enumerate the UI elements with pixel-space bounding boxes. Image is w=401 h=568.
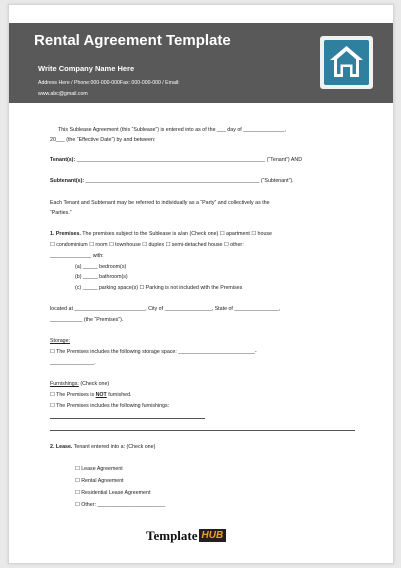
address-line: Address Here / Phone:000-000-000Fax: 000-000-000 / Email: — [38, 80, 180, 86]
tenant-label: Tenant(s): — [50, 157, 76, 163]
intro-line-2: 20___ (the “Effective Date”) by and between: — [50, 137, 156, 143]
premises-item-a: (a) _____ bedroom(s) — [75, 264, 127, 270]
company-logo — [320, 36, 373, 89]
lease-option: ☐ Rental Agreement — [75, 478, 124, 484]
furnishings-line — [50, 381, 109, 388]
furnishings-option-1: ☐ The Premises is NOT furnished. — [50, 392, 132, 398]
intro-line-1: This Sublease Agreement (this “Sublease”) is entered into as of the ___ day of ______________, — [58, 127, 286, 133]
located-line-1: located at ________________________, City of ________________, State of _______________, — [50, 306, 281, 312]
storage-line-2: _______________. — [50, 360, 96, 366]
tenant-blank: ________________________________________________________________ (“Tenant”) AND — [75, 157, 303, 163]
subtenant-blank: ___________________________________________________________ (“Subtenant”). — [84, 178, 294, 184]
party-line-2: “Parties.” — [50, 210, 72, 216]
premises-line-1 — [50, 231, 272, 238]
subtenant-label: Subtenant(s): — [50, 178, 85, 184]
not-emphasis: NOT — [95, 392, 107, 398]
furnishings-heading: Furnishings: — [50, 381, 79, 387]
lease-option: ☐ Lease Agreement — [75, 466, 123, 472]
brand-hub-badge: HUB — [199, 529, 227, 542]
document-page — [8, 4, 394, 564]
storage-line-1: ☐ The Premises includes the following storage space: __________________________- — [50, 349, 257, 355]
premises-item-b: (b) _____ bathroom(s) — [75, 274, 128, 280]
lease-line — [50, 444, 155, 451]
furnishings-check: (Check one) — [78, 381, 110, 387]
tenant-line — [50, 157, 302, 164]
company-name: Write Company Name Here — [38, 64, 135, 73]
templatehub-logo — [146, 527, 226, 542]
subtenant-line — [50, 178, 294, 185]
lease-option: ☐ Other: _______________________ — [75, 502, 166, 508]
lease-text: Tenant entered into a: (Check one) — [72, 444, 156, 450]
furnishings-blank-line-2 — [50, 430, 355, 431]
premises-line-2: ☐ condominium ☐ room ☐ townhouse ☐ duplex ☐ semi-detached house ☐ other: — [50, 242, 244, 248]
storage-heading: Storage: — [50, 338, 71, 344]
premises-text: The premises subject to the Sublease is a/an (Check one) ☐ apartment ☐ house — [80, 231, 272, 237]
brand-text: Template — [146, 527, 198, 543]
furnishings-option-2: ☐ The Premises includes the following furnishings: — [50, 403, 170, 409]
company-address — [38, 78, 288, 100]
premises-item-c: (c) _____ parking space(s) ☐ Parking is not included with the Premises — [75, 285, 243, 291]
document-header — [9, 23, 393, 103]
premises-line-3: ______________ with: — [50, 253, 104, 259]
lease-option: ☐ Residential Lease Agreement — [75, 490, 151, 496]
furnishings-blank-line-1 — [50, 418, 205, 419]
house-icon — [324, 40, 369, 85]
party-line-1: Each Tenant and Subtenant may be referred to individually as a “Party” and collectively as the — [50, 200, 270, 206]
located-line-2: ___________ (the “Premises”). — [50, 317, 124, 323]
lease-heading: 2. Lease. — [50, 444, 73, 450]
document-title: Rental Agreement Template — [34, 32, 231, 49]
premises-heading: 1. Premises. — [50, 231, 81, 237]
email-line: www.abc@gmail.com — [38, 91, 88, 97]
